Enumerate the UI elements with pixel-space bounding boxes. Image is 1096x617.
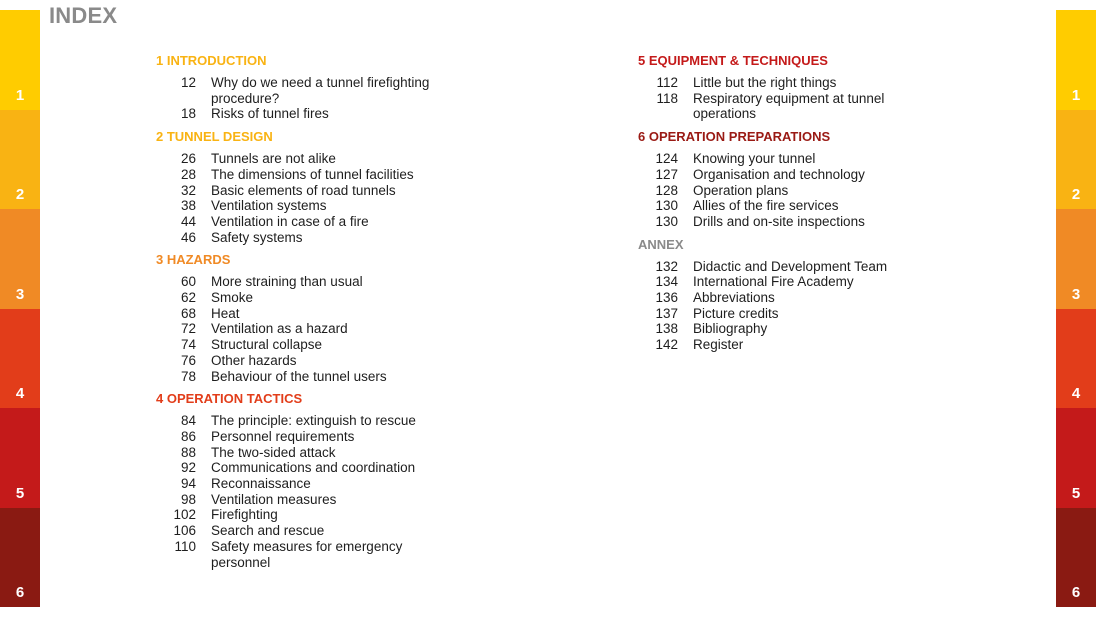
- entry-title: Ventilation in case of a fire: [211, 213, 369, 229]
- chapter-tab-label: 4: [15, 385, 25, 402]
- entry-page: 124: [655, 151, 678, 167]
- chapter-tab-3[interactable]: [0, 209, 40, 309]
- entry-page: 32: [180, 182, 196, 198]
- entry-title: Respiratory equipment at tunnel operations: [693, 90, 885, 122]
- index-entry[interactable]: [156, 429, 486, 445]
- entry-title: Ventilation as a hazard: [211, 321, 348, 337]
- entry-title: More straining than usual: [211, 274, 363, 290]
- index-entry[interactable]: [638, 259, 968, 275]
- chapter-tab-2[interactable]: [1056, 110, 1096, 210]
- index-entry[interactable]: [156, 274, 486, 290]
- chapter-tab-label: 5: [1071, 484, 1081, 502]
- index-entry[interactable]: [638, 306, 968, 322]
- entry-title: Search and rescue: [211, 523, 325, 539]
- entry-page: 28: [180, 166, 196, 182]
- index-entry[interactable]: [638, 91, 968, 122]
- entry-title: Ventilation measures: [211, 491, 337, 507]
- entry-title: Abbreviations: [693, 290, 775, 306]
- index-entry[interactable]: [156, 353, 486, 369]
- entry-page: 94: [180, 476, 196, 492]
- index-entry[interactable]: [156, 507, 486, 523]
- entry-title: Why do we need a tunnel firefighting procedure?: [211, 75, 430, 106]
- index-entry[interactable]: [156, 306, 486, 322]
- index-entry[interactable]: [638, 290, 968, 306]
- index-entry[interactable]: [156, 492, 486, 508]
- section-title: 3 HAZARDS: [156, 252, 231, 268]
- chapter-tab-label: 1: [15, 86, 25, 104]
- entry-title: Register: [693, 337, 744, 353]
- section-annex: [638, 236, 968, 353]
- chapter-tab-label: 6: [15, 584, 25, 601]
- section-equipment-techniques: [638, 52, 968, 122]
- entry-page: 62: [180, 290, 196, 306]
- entry-page: 102: [173, 507, 196, 523]
- chapter-tab-label: 4: [1071, 385, 1081, 402]
- entry-page: 86: [180, 428, 196, 444]
- chapter-tab-1[interactable]: [1056, 10, 1096, 110]
- entry-title: Safety measures for emergency personnel: [211, 538, 403, 570]
- index-entry[interactable]: [638, 337, 968, 353]
- entry-page: 18: [180, 106, 196, 122]
- chapter-tab-label: 1: [1071, 86, 1081, 104]
- entry-title: Communications and coordination: [211, 460, 416, 476]
- entry-page: 130: [655, 198, 678, 214]
- index-entry[interactable]: [156, 183, 486, 199]
- entry-title: Reconnaissance: [211, 476, 311, 492]
- section-title: 5 EQUIPMENT & TECHNIQUES: [638, 53, 828, 68]
- entry-title: Knowing your tunnel: [693, 151, 816, 167]
- entry-title: Risks of tunnel fires: [211, 106, 329, 122]
- chapter-tab-6[interactable]: [1056, 508, 1096, 608]
- section-title: 6 OPERATION PREPARATIONS: [638, 129, 831, 145]
- index-entry[interactable]: [638, 198, 968, 214]
- index-entry[interactable]: [156, 413, 486, 429]
- chapter-tab-6[interactable]: [0, 508, 40, 608]
- entry-title: Structural collapse: [211, 337, 323, 353]
- entry-title: The dimensions of tunnel facilities: [211, 166, 414, 182]
- entry-title: Allies of the fire services: [693, 198, 839, 214]
- entry-page: 136: [655, 290, 678, 306]
- entry-page: 26: [180, 151, 196, 167]
- index-entry[interactable]: [156, 539, 486, 570]
- chapter-tab-3[interactable]: [1056, 209, 1096, 309]
- chapter-tab-label: 5: [15, 484, 25, 502]
- entry-page: 112: [656, 75, 678, 90]
- section-tunnel-design: [156, 128, 486, 245]
- entry-page: 106: [173, 523, 196, 539]
- index-entry[interactable]: [156, 151, 486, 167]
- entry-title: Operation plans: [693, 182, 789, 198]
- chapter-tab-label: 2: [15, 186, 25, 203]
- index-entry[interactable]: [638, 214, 968, 230]
- entry-title: Other hazards: [211, 352, 297, 368]
- entry-title: Little but the right things: [693, 75, 837, 90]
- index-entry[interactable]: [638, 274, 968, 290]
- chapter-tab-5[interactable]: [1056, 408, 1096, 508]
- entry-page: 137: [655, 305, 678, 321]
- index-entry[interactable]: [156, 198, 486, 214]
- index-column-left: [156, 52, 486, 576]
- index-entry[interactable]: [638, 151, 968, 167]
- entry-page: 128: [655, 182, 678, 198]
- entry-title: Behaviour of the tunnel users: [211, 368, 387, 384]
- entry-title: Smoke: [211, 290, 254, 306]
- entry-page: 132: [655, 258, 678, 274]
- index-entry[interactable]: [638, 321, 968, 337]
- entry-title: Safety systems: [211, 229, 303, 245]
- index-entry[interactable]: [156, 476, 486, 492]
- index-entry[interactable]: [156, 321, 486, 337]
- entry-page: 88: [180, 444, 196, 460]
- index-entry[interactable]: [156, 369, 486, 385]
- index-entry[interactable]: [156, 445, 486, 461]
- entry-title: Picture credits: [693, 305, 779, 321]
- entry-page: 78: [180, 368, 196, 384]
- entry-title: Didactic and Development Team: [693, 258, 888, 274]
- chapter-tab-label: 3: [1071, 285, 1081, 303]
- index-entry[interactable]: [638, 75, 968, 91]
- entry-title: Firefighting: [211, 507, 278, 523]
- entry-page: 118: [656, 90, 678, 106]
- index-entry[interactable]: [156, 460, 486, 476]
- entry-title: Drills and on-site inspections: [693, 213, 865, 229]
- entry-title: Basic elements of road tunnels: [211, 182, 396, 198]
- entry-page: 92: [180, 460, 196, 476]
- entry-page: 72: [180, 321, 196, 337]
- chapter-tab-label: 3: [15, 285, 25, 303]
- chapter-tab-label: 6: [1071, 584, 1081, 601]
- entry-title: The two-sided attack: [211, 444, 336, 460]
- entry-page: 44: [180, 213, 196, 229]
- entry-page: 98: [180, 491, 196, 507]
- entry-title: Tunnels are not alike: [211, 151, 336, 167]
- index-entry[interactable]: [156, 337, 486, 353]
- chapter-tabs-right: [1056, 10, 1096, 607]
- chapter-tab-5[interactable]: [0, 408, 40, 508]
- entry-title: The principle: extinguish to rescue: [211, 413, 416, 429]
- section-operation-preparations: [638, 128, 968, 230]
- index-entry[interactable]: [156, 523, 486, 539]
- entry-page: 110: [174, 538, 196, 554]
- section-operation-tactics: [156, 390, 486, 570]
- entry-title: Organisation and technology: [693, 166, 865, 182]
- index-entry[interactable]: [156, 167, 486, 183]
- entry-page: 127: [655, 166, 678, 182]
- section-hazards: [156, 251, 486, 384]
- entry-page: 46: [180, 229, 196, 245]
- entry-title: Bibliography: [693, 321, 768, 337]
- entry-page: 60: [180, 274, 196, 290]
- section-introduction: [156, 52, 486, 122]
- index-entry[interactable]: [156, 290, 486, 306]
- section-title: ANNEX: [638, 236, 684, 252]
- index-entry[interactable]: [156, 106, 486, 122]
- entry-page: 142: [655, 337, 678, 353]
- section-title: 1 INTRODUCTION: [156, 53, 267, 68]
- entry-title: International Fire Academy: [693, 274, 854, 290]
- index-column-right: [638, 52, 968, 359]
- entry-page: 74: [180, 337, 196, 353]
- entry-page: 138: [655, 321, 678, 337]
- index-entry[interactable]: [638, 183, 968, 199]
- entry-title: Ventilation systems: [211, 198, 327, 214]
- index-entry[interactable]: [156, 230, 486, 246]
- page-title: INDEX: [49, 3, 118, 28]
- chapter-tab-4[interactable]: [0, 309, 40, 409]
- entry-page: 134: [655, 274, 678, 290]
- entry-page: 38: [180, 198, 196, 214]
- entry-page: 12: [180, 75, 196, 90]
- section-title: 4 OPERATION TACTICS: [156, 391, 303, 407]
- chapter-tab-4[interactable]: [1056, 309, 1096, 409]
- chapter-tabs-left: [0, 10, 40, 607]
- chapter-tab-1[interactable]: [0, 10, 40, 110]
- chapter-tab-label: 2: [1071, 186, 1081, 203]
- index-entry[interactable]: [156, 214, 486, 230]
- entry-title: Personnel requirements: [211, 428, 355, 444]
- entry-page: 84: [180, 413, 196, 429]
- entry-title: Heat: [211, 305, 240, 321]
- entry-page: 68: [180, 305, 196, 321]
- entry-page: 76: [180, 352, 196, 368]
- index-entry[interactable]: [156, 75, 486, 106]
- chapter-tab-2[interactable]: [0, 110, 40, 210]
- index-entry[interactable]: [638, 167, 968, 183]
- section-title: 2 TUNNEL DESIGN: [156, 129, 273, 145]
- entry-page: 130: [655, 213, 678, 229]
